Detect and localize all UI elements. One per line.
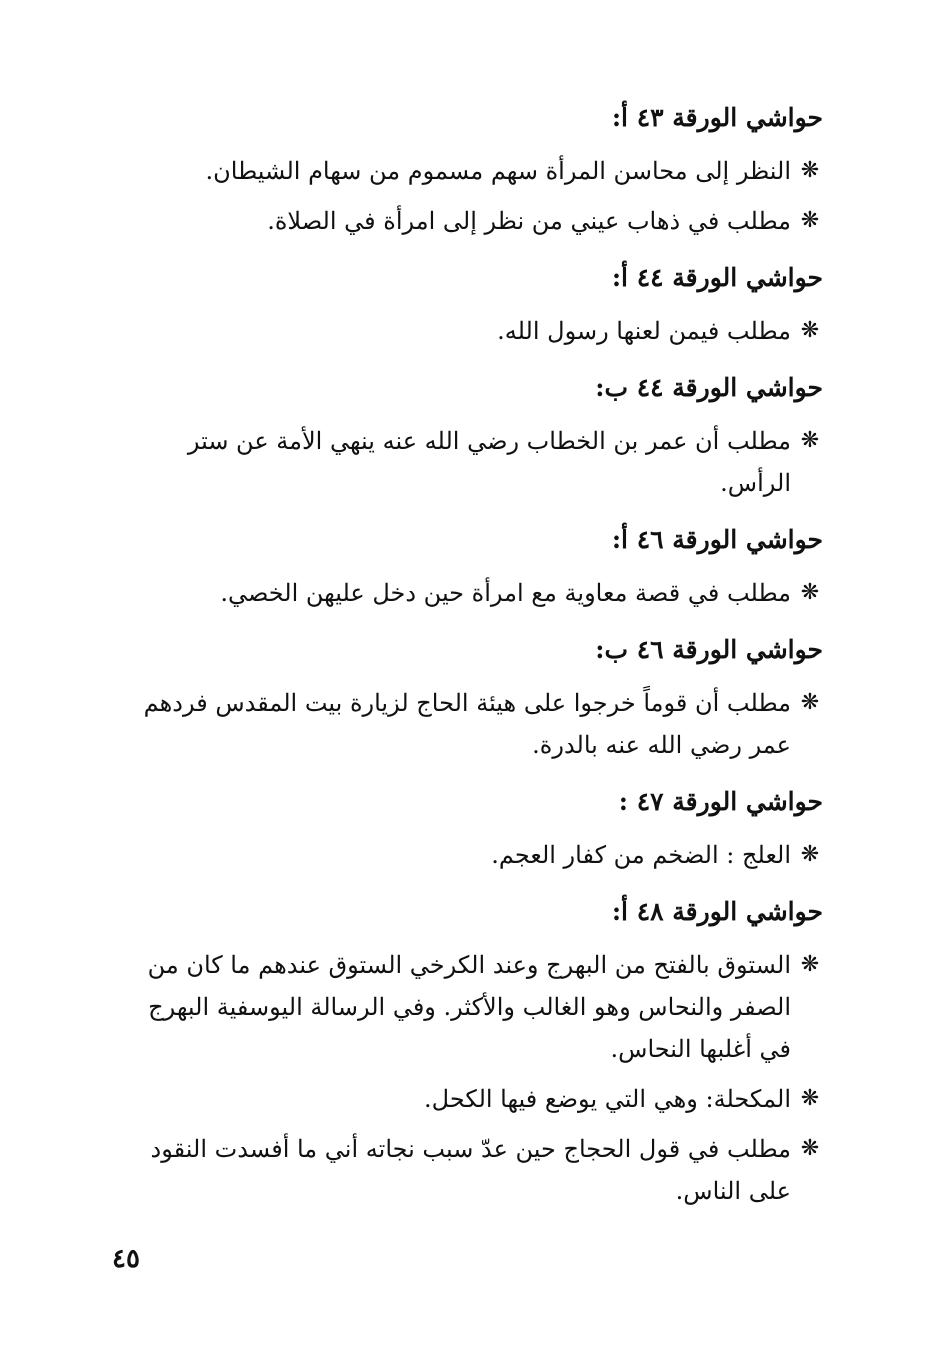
- bullet-star-icon: ❋: [800, 428, 820, 453]
- list-item: [123, 1078, 823, 1120]
- bullet-star-icon: ❋: [800, 580, 820, 605]
- section-title: حواشي الورقة ٤٣ أ:: [611, 103, 823, 132]
- item-text: مطلب أن عمر بن الخطاب رضي الله عنه ينهي الأمة عن ستر الرأس.: [187, 427, 791, 497]
- section-folio-44b: [123, 368, 823, 504]
- section-folio-46a: [123, 520, 823, 614]
- section-title: حواشي الورقة ٤٤ ب:: [595, 373, 823, 402]
- list-item: [123, 420, 823, 504]
- item-text: العلج : الضخم من كفار العجم.: [491, 841, 791, 869]
- list-item: [123, 1128, 823, 1212]
- section-folio-44a: [123, 258, 823, 352]
- item-text: مطلب أن قوماً خرجوا على هيئة الحاج لزيارة بيت المقدس فردهم عمر رضي الله عنه بالدرة.: [143, 689, 791, 759]
- list-item: [123, 200, 823, 242]
- item-text: مطلب في ذهاب عيني من نظر إلى امرأة في الصلاة.: [267, 207, 791, 235]
- section-title: حواشي الورقة ٤٦ أ:: [611, 525, 823, 554]
- bullet-star-icon: ❋: [800, 1136, 820, 1161]
- section-title: حواشي الورقة ٤٤ أ:: [611, 263, 823, 292]
- item-text: مطلب في قصة معاوية مع امرأة حين دخل عليهن الخصي.: [220, 579, 791, 607]
- list-item: [123, 834, 823, 876]
- item-text: مطلب فيمن لعنها رسول الله.: [497, 317, 791, 345]
- bullet-star-icon: ❋: [800, 318, 820, 343]
- item-text: المكحلة: وهي التي يوضع فيها الكحل.: [424, 1085, 791, 1113]
- section-folio-46b: [123, 630, 823, 766]
- annotations-content: [123, 98, 823, 1228]
- item-text: النظر إلى محاسن المرأة سهم مسموم من سهام الشيطان.: [205, 157, 791, 185]
- section-folio-48a: [123, 892, 823, 1212]
- section-folio-43a: [123, 98, 823, 242]
- section-title: حواشي الورقة ٤٨ أ:: [611, 897, 823, 926]
- list-item: [123, 572, 823, 614]
- section-title: حواشي الورقة ٤٦ ب:: [595, 635, 823, 664]
- bullet-star-icon: ❋: [800, 842, 820, 867]
- list-item: [123, 682, 823, 766]
- bullet-star-icon: ❋: [800, 690, 820, 715]
- bullet-star-icon: ❋: [800, 1086, 820, 1111]
- list-item: [123, 310, 823, 352]
- section-title: حواشي الورقة ٤٧ :: [618, 787, 823, 816]
- page-number: ٤٥: [112, 1244, 140, 1274]
- list-item: [123, 944, 823, 1070]
- list-item: [123, 150, 823, 192]
- bullet-star-icon: ❋: [800, 158, 820, 183]
- item-text: مطلب في قول الحجاج حين عدّ سبب نجاته أني ما أفسدت النقود على الناس.: [150, 1135, 791, 1205]
- bullet-star-icon: ❋: [800, 952, 820, 977]
- item-text: الستوق بالفتح من البهرج وعند الكرخي الستوق عندهم ما كان من الصفر والنحاس وهو الغالب والأكثر. وفي الرسالة اليوسفية البهرج في أغلبها النحاس.: [147, 951, 791, 1063]
- bullet-star-icon: ❋: [800, 208, 820, 233]
- section-folio-47: [123, 782, 823, 876]
